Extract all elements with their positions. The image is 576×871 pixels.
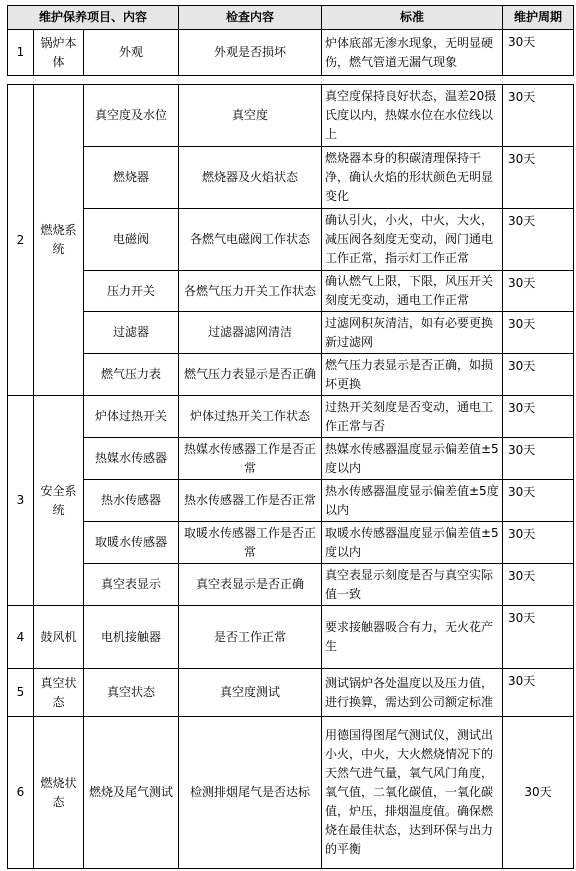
row-number: 2 [8,85,34,396]
item-name: 压力开关 [84,271,179,312]
period-value: 30天 [503,147,574,209]
header-standard: 标准 [322,6,503,30]
item-name: 热水传感器 [84,480,179,522]
check-content: 真空度 [179,85,322,147]
standard-text: 炉体底部无渗水现象，无明显硬伤，燃气管道无漏气现象 [322,30,503,76]
group-label: 燃烧状态 [34,717,84,869]
item-name: 热媒水传感器 [84,438,179,480]
row-number: 4 [8,606,34,669]
period-value: 30天 [503,85,574,147]
period-value: 30天 [503,480,574,522]
table-row [8,354,574,396]
standard-text: 燃气压力表显示是否正确，如损坏更换 [322,354,503,396]
table-row [8,669,574,717]
standard-text: 过热开关刻度是否变动，通电工作正常与否 [322,396,503,438]
item-name: 电磁阀 [84,209,179,271]
maintenance-table-top [7,5,574,76]
check-content: 炉体过热开关工作状态 [179,396,322,438]
maintenance-table-main [7,84,574,869]
table-row [8,396,574,438]
row-number: 6 [8,717,34,869]
table-row [8,438,574,480]
check-content: 真空度测试 [179,669,322,717]
item-name: 取暖水传感器 [84,522,179,564]
period-value: 30天 [503,354,574,396]
group-label: 鼓风机 [34,606,84,669]
item-name: 真空表显示 [84,564,179,606]
group-label: 安全系统 [34,396,84,606]
table-row [8,312,574,354]
group-label: 燃烧系统 [34,85,84,396]
table-row [8,606,574,669]
table-row [8,564,574,606]
table-row [8,147,574,209]
item-name: 炉体过热开关 [84,396,179,438]
standard-text: 热媒水传感器温度显示偏差值±5度以内 [322,438,503,480]
item-name: 真空状态 [84,669,179,717]
table-row [8,85,574,147]
check-content: 燃气压力表显示是否正确 [179,354,322,396]
item-name: 燃烧器 [84,147,179,209]
item-name: 过滤器 [84,312,179,354]
check-content: 检测排烟尾气是否达标 [179,717,322,869]
check-content: 外观是否损坏 [179,30,322,76]
check-content: 热媒水传感器工作是否正常 [179,438,322,480]
standard-text: 测试锅炉各处温度以及压力值，进行换算，需达到公司额定标准 [322,669,503,717]
period-value: 30天 [503,717,574,869]
table-row [8,209,574,271]
header-period: 维护周期 [503,6,574,30]
item-name: 电机接触器 [84,606,179,669]
check-content: 过滤器滤网清洁 [179,312,322,354]
standard-text: 确认引火，小火，中火，大火，减压阀各刻度无变动，阀门通电工作正常，指示灯工作正常 [322,209,503,271]
table-row [8,30,574,76]
standard-text: 真空度保持良好状态，温差20摄氏度以内，热媒水位在水位线以上 [322,85,503,147]
table-header-row [8,6,574,30]
standard-text: 真空表显示刻度是否与真空实际值一致 [322,564,503,606]
table-row [8,522,574,564]
group-label: 锅炉本体 [34,30,84,76]
table-row [8,480,574,522]
period-value: 30天 [503,30,574,76]
standard-text: 取暖水传感器温度显示偏差值±5度以内 [322,522,503,564]
check-content: 真空表显示是否正确 [179,564,322,606]
row-number: 5 [8,669,34,717]
item-name: 真空度及水位 [84,85,179,147]
check-content: 燃烧器及火焰状态 [179,147,322,209]
group-label: 真空状态 [34,669,84,717]
item-name: 燃烧及尾气测试 [84,717,179,869]
period-value: 30天 [503,669,574,717]
item-name: 燃气压力表 [84,354,179,396]
table-row [8,271,574,312]
item-name: 外观 [84,30,179,76]
period-value: 30天 [503,438,574,480]
standard-text: 用德国得图尾气测试仪，测试出小火，中火，大火燃烧情况下的天然气进气量，氧气风门角度，氧气值，二氧化碳值，一氧化碳值，炉压，排烟温度值。确保燃烧在最佳状态，达到环保与出力的平衡 [322,717,503,869]
table-row [8,717,574,869]
header-check: 检查内容 [179,6,322,30]
check-content: 各燃气压力开关工作状态 [179,271,322,312]
period-value: 30天 [503,209,574,271]
check-content: 是否工作正常 [179,606,322,669]
check-content: 各燃气电磁阀工作状态 [179,209,322,271]
standard-text: 确认燃气上限，下限，风压开关刻度无变动，通电工作正常 [322,271,503,312]
period-value: 30天 [503,396,574,438]
standard-text: 燃烧器本身的积碳清理保持干净，确认火焰的形状颜色无明显变化 [322,147,503,209]
row-number: 3 [8,396,34,606]
period-value: 30天 [503,271,574,312]
standard-text: 过滤网积灰清洁，如有必要更换新过滤网 [322,312,503,354]
period-value: 30天 [503,564,574,606]
period-value: 30天 [503,312,574,354]
period-value: 30天 [503,522,574,564]
standard-text: 热水传感器温度显示偏差值±5度以内 [322,480,503,522]
check-content: 热水传感器工作是否正常 [179,480,322,522]
row-number: 1 [8,30,34,76]
period-value: 30天 [503,606,574,669]
header-item: 维护保养项目、内容 [8,6,179,30]
standard-text: 要求接触器吸合有力，无火花产生 [322,606,503,669]
check-content: 取暖水传感器工作是否正常 [179,522,322,564]
